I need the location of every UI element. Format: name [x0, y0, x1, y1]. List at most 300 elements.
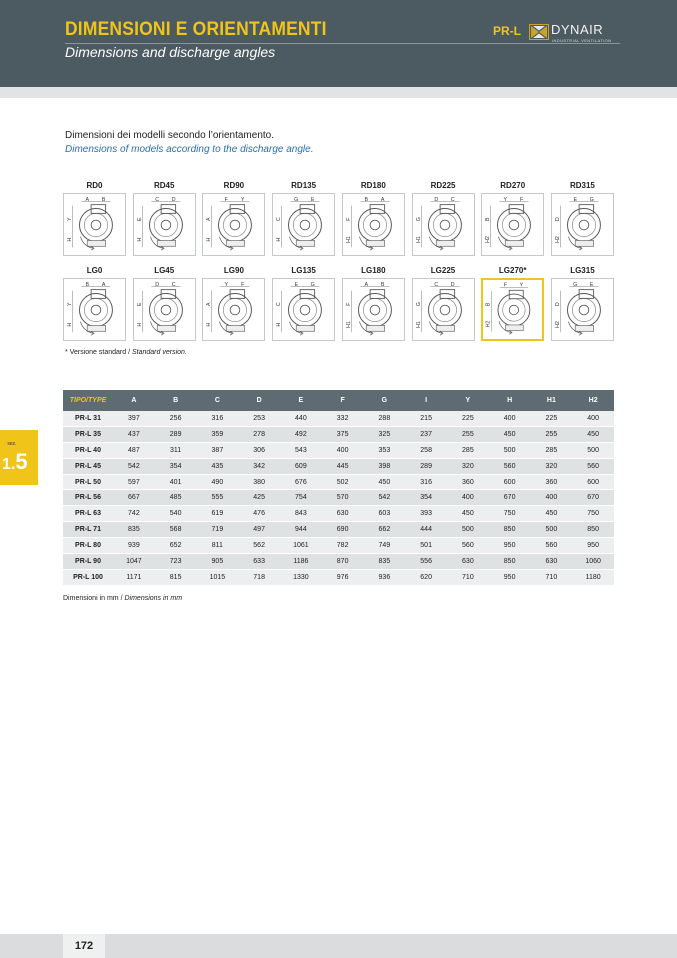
column-header: B	[155, 390, 197, 411]
model-cell: PR-L 56	[63, 490, 113, 506]
table-row	[63, 506, 614, 522]
orientation-diagram	[202, 193, 265, 256]
orientation-cell	[63, 181, 126, 256]
column-header: A	[113, 390, 155, 411]
dimension-cell: 750	[572, 506, 614, 522]
dimension-cell: 316	[405, 474, 447, 490]
orientation-label: LG45	[154, 266, 175, 275]
orientation-cell	[63, 266, 126, 341]
dimension-cell: 1060	[572, 554, 614, 570]
dimension-cell: 285	[531, 442, 573, 458]
orientation-cell	[481, 181, 544, 256]
dimension-letter: A	[206, 217, 213, 221]
column-header: H1	[531, 390, 573, 411]
dimension-cell: 400	[322, 442, 364, 458]
dimension-letter: H	[136, 322, 143, 327]
note-italian: Versione standard	[69, 349, 127, 356]
dimension-cell: 1171	[113, 569, 155, 585]
fan-lg0-icon	[64, 279, 125, 340]
brand-tagline: INDUSTRIAL VENTILATION	[552, 38, 612, 43]
dimension-cell: 710	[531, 569, 573, 585]
dimension-cell: 782	[322, 538, 364, 554]
dimension-cell: 502	[322, 474, 364, 490]
dimension-cell: 258	[405, 442, 447, 458]
dimension-cell: 1330	[280, 569, 322, 585]
dimension-cell: 285	[447, 442, 489, 458]
dimension-cell: 850	[489, 554, 531, 570]
orientation-cell	[412, 181, 475, 256]
orientation-diagram	[272, 193, 335, 256]
dimension-letter: H1	[345, 321, 352, 328]
dimension-cell: 225	[447, 411, 489, 426]
dimension-cell: 450	[364, 474, 406, 490]
orientation-label: RD315	[569, 181, 595, 190]
fan-rd90-icon	[203, 194, 264, 255]
column-header: Y	[447, 390, 489, 411]
dimension-cell: 619	[197, 506, 239, 522]
dimension-cell: 670	[489, 490, 531, 506]
dimension-cell: 289	[405, 458, 447, 474]
dimension-letter: D	[433, 196, 438, 203]
table-row	[63, 411, 614, 426]
fan-lg45-icon	[134, 279, 195, 340]
dimension-cell: 542	[113, 458, 155, 474]
dimension-letter: A	[101, 281, 106, 288]
model-cell: PR-L 100	[63, 569, 113, 585]
dimension-cell: 500	[572, 442, 614, 458]
dimension-cell: 360	[447, 474, 489, 490]
dimension-cell: 278	[238, 426, 280, 442]
dimension-letter: B	[380, 281, 385, 288]
orientation-diagram	[202, 278, 265, 341]
dimension-cell: 560	[531, 538, 573, 554]
fan-lg90-icon	[203, 279, 264, 340]
orientation-cell	[342, 266, 405, 341]
fan-lg180-icon	[343, 279, 404, 340]
dimension-cell: 289	[155, 426, 197, 442]
orientation-label: RD45	[153, 181, 175, 190]
orientation-label: LG90	[223, 266, 244, 275]
dimension-cell: 398	[364, 458, 406, 474]
dimension-letter: H	[275, 237, 282, 242]
dimension-cell: 690	[322, 522, 364, 538]
fan-rd45-icon	[134, 194, 195, 255]
dimension-cell: 1186	[280, 554, 322, 570]
orientation-diagram	[412, 193, 475, 256]
fan-rd135-icon	[273, 194, 334, 255]
dimension-cell: 256	[155, 411, 197, 426]
fan-lg135-icon	[273, 279, 334, 340]
note-english: Standard version.	[131, 349, 187, 356]
dimension-cell: 255	[447, 426, 489, 442]
fan-rd0-icon	[64, 194, 125, 255]
dimension-cell: 540	[155, 506, 197, 522]
orientation-cell	[133, 181, 196, 256]
dimension-cell: 742	[113, 506, 155, 522]
fan-rd180-icon	[343, 194, 404, 255]
fan-lg225-icon	[413, 279, 474, 340]
intro-italian: Dimensioni dei modelli secondo l’orientamento.	[65, 130, 274, 141]
dimension-cell: 225	[531, 411, 573, 426]
dimension-letter: F	[345, 302, 352, 306]
dimension-letter: H1	[415, 236, 422, 243]
dimension-cell: 253	[238, 411, 280, 426]
orientation-label: RD90	[223, 181, 245, 190]
orientation-diagram	[272, 278, 335, 341]
orientation-label: LG315	[570, 266, 595, 275]
orientation-diagram	[63, 278, 126, 341]
table-row	[63, 538, 614, 554]
page-title: DIMENSIONI E ORIENTAMENTI	[65, 19, 327, 40]
units-italian: Dimensioni in mm	[63, 595, 119, 602]
units-note	[63, 595, 182, 602]
model-cell: PR-L 35	[63, 426, 113, 442]
model-cell: PR-L 40	[63, 442, 113, 458]
model-cell: PR-L 80	[63, 538, 113, 554]
dimension-cell: 749	[364, 538, 406, 554]
dimension-cell: 1015	[197, 569, 239, 585]
table-row	[63, 522, 614, 538]
dimension-cell: 255	[531, 426, 573, 442]
dimension-letter: D	[450, 281, 455, 288]
page-number-box	[63, 934, 105, 958]
dimension-cell: 325	[364, 426, 406, 442]
orientation-diagram	[63, 193, 126, 256]
dimension-letter: Y	[503, 196, 508, 203]
dimension-letter: D	[155, 281, 159, 288]
dimension-letter: G	[310, 281, 315, 288]
dimension-cell: 435	[197, 458, 239, 474]
dimension-letter: G	[415, 302, 422, 307]
dynair-logo-icon	[529, 24, 549, 40]
dimension-letter: C	[450, 196, 455, 203]
units-english: Dimensions in mm	[124, 595, 183, 602]
dimension-letter: B	[101, 196, 106, 203]
orientation-cell	[202, 181, 265, 256]
dimension-cell: 835	[364, 554, 406, 570]
dimension-cell: 306	[238, 442, 280, 458]
dimension-cell: 609	[280, 458, 322, 474]
dimension-letter: Y	[241, 196, 245, 203]
dimension-cell: 375	[322, 426, 364, 442]
model-cell: PR-L 45	[63, 458, 113, 474]
section-major: 1	[2, 456, 11, 473]
brand-name: DYNAIR	[551, 22, 604, 37]
dimension-cell: 501	[405, 538, 447, 554]
dimension-letter: H2	[484, 236, 491, 243]
dimension-letter: A	[364, 281, 368, 288]
dimension-letter: E	[311, 196, 315, 203]
orientation-cell	[133, 266, 196, 341]
dimension-cell: 400	[489, 411, 531, 426]
dimension-letter: D	[554, 217, 561, 222]
dimension-letter: F	[345, 217, 352, 221]
section-minor: 5	[15, 449, 28, 474]
dimension-cell: 380	[238, 474, 280, 490]
orientation-cell	[202, 266, 265, 341]
dimension-cell: 835	[113, 522, 155, 538]
orientation-label: RD225	[430, 181, 456, 190]
dimension-cell: 950	[489, 569, 531, 585]
dimension-cell: 311	[155, 442, 197, 458]
column-header: D	[238, 390, 280, 411]
dimension-cell: 353	[364, 442, 406, 458]
dimension-letter: B	[85, 281, 90, 288]
column-header: F	[322, 390, 364, 411]
model-cell: PR-L 63	[63, 506, 113, 522]
dimension-letter: E	[573, 196, 577, 203]
dimension-cell: 288	[364, 411, 406, 426]
dimension-letter: G	[294, 196, 299, 203]
orientation-diagram	[412, 278, 475, 341]
orientation-row-rd	[63, 181, 614, 256]
dimension-letter: F	[225, 196, 229, 203]
dimension-letter: Y	[66, 302, 73, 306]
dimension-letter: G	[573, 281, 578, 288]
orientation-cell	[342, 181, 405, 256]
orientation-label: LG180	[361, 266, 386, 275]
orientation-label: LG135	[291, 266, 316, 275]
dimension-cell: 754	[280, 490, 322, 506]
dimension-cell: 811	[197, 538, 239, 554]
dimension-letter: H	[66, 322, 73, 327]
dimension-cell: 316	[197, 411, 239, 426]
fan-lg315-icon	[552, 279, 613, 340]
dimension-letter: G	[589, 196, 594, 203]
dimension-cell: 237	[405, 426, 447, 442]
dimension-cell: 870	[322, 554, 364, 570]
orientation-label: RD0	[86, 181, 103, 190]
page-number: 172	[74, 940, 94, 952]
orientation-row-lg	[63, 266, 614, 341]
dimension-letter: H1	[415, 321, 422, 328]
dimension-cell: 676	[280, 474, 322, 490]
dimension-cell: 620	[405, 569, 447, 585]
standard-version-note	[65, 349, 187, 356]
orientation-cell	[551, 181, 614, 256]
dimension-letter: B	[485, 302, 492, 307]
dimension-cell: 560	[489, 458, 531, 474]
model-cell: PR-L 90	[63, 554, 113, 570]
dimension-cell: 500	[531, 522, 573, 538]
dimension-letter: F	[241, 281, 245, 288]
dimension-letter: E	[294, 281, 299, 288]
model-cell: PR-L 31	[63, 411, 113, 426]
dimension-cell: 450	[489, 426, 531, 442]
table-row	[63, 569, 614, 585]
orientation-label: LG270*	[498, 266, 527, 275]
orientation-diagram	[551, 278, 614, 341]
dimension-cell: 905	[197, 554, 239, 570]
dimension-cell: 332	[322, 411, 364, 426]
section-dot: .	[10, 456, 16, 473]
dimension-cell: 719	[197, 522, 239, 538]
note-separator: /	[128, 349, 131, 356]
dimension-letter: A	[206, 302, 213, 306]
dimension-cell: 850	[572, 522, 614, 538]
dimension-cell: 500	[447, 522, 489, 538]
orientation-label: RD180	[360, 181, 386, 190]
table-row	[63, 426, 614, 442]
dimension-letter: H	[206, 237, 213, 242]
dimension-letter: H2	[554, 236, 561, 243]
dimension-letter: Y	[66, 217, 73, 221]
dimension-letter: H1	[345, 236, 352, 243]
dimension-cell: 1061	[280, 538, 322, 554]
dimension-cell: 723	[155, 554, 197, 570]
dimension-letter: F	[504, 282, 508, 289]
orientation-label: RD135	[291, 181, 317, 190]
dimensions-table	[63, 390, 614, 586]
dimension-cell: 560	[447, 538, 489, 554]
dimension-cell: 215	[405, 411, 447, 426]
dimension-cell: 600	[489, 474, 531, 490]
column-header: H	[489, 390, 531, 411]
dimension-letter: F	[520, 196, 524, 203]
dimension-cell: 487	[113, 442, 155, 458]
dimension-cell: 600	[572, 474, 614, 490]
dimension-letter: H	[206, 322, 213, 327]
intro-english: Dimensions of models according to the discharge angle.	[65, 144, 314, 155]
dimension-letter: E	[589, 281, 594, 288]
orientation-diagram	[551, 193, 614, 256]
dimension-cell: 710	[447, 569, 489, 585]
dimension-letter: A	[85, 196, 90, 203]
orientation-cell	[551, 266, 614, 341]
dimension-cell: 476	[238, 506, 280, 522]
column-header: I	[405, 390, 447, 411]
dimension-cell: 497	[238, 522, 280, 538]
dimension-cell: 652	[155, 538, 197, 554]
table-row	[63, 554, 614, 570]
dimension-letter: A	[380, 196, 385, 203]
dimension-letter: C	[171, 281, 176, 288]
dimension-cell: 560	[572, 458, 614, 474]
fan-rd225-icon	[413, 194, 474, 255]
orientation-diagram	[481, 193, 544, 256]
dimension-letter: C	[433, 281, 438, 288]
orientation-diagram	[481, 278, 544, 341]
orientation-diagram	[342, 278, 405, 341]
dimension-cell: 400	[531, 490, 573, 506]
dimension-cell: 359	[197, 426, 239, 442]
dimension-cell: 485	[155, 490, 197, 506]
dimension-cell: 450	[447, 506, 489, 522]
dimension-cell: 597	[113, 474, 155, 490]
column-header: G	[364, 390, 406, 411]
dimension-cell: 445	[322, 458, 364, 474]
orientation-cell	[481, 266, 544, 341]
dimension-letter: C	[155, 196, 159, 203]
dimension-cell: 342	[238, 458, 280, 474]
dimension-cell: 354	[405, 490, 447, 506]
dimension-letter: B	[364, 196, 368, 203]
dimension-cell: 750	[489, 506, 531, 522]
dimension-cell: 393	[405, 506, 447, 522]
dimension-letter: G	[415, 217, 422, 222]
dimension-cell: 354	[155, 458, 197, 474]
table-row	[63, 458, 614, 474]
fan-lg270-icon	[483, 280, 542, 339]
dimension-cell: 500	[489, 442, 531, 458]
table-row	[63, 474, 614, 490]
dimension-cell: 450	[572, 426, 614, 442]
orientation-cell	[272, 266, 335, 341]
dimension-cell: 944	[280, 522, 322, 538]
dimension-cell: 400	[572, 411, 614, 426]
dimension-cell: 440	[280, 411, 322, 426]
dimension-cell: 320	[447, 458, 489, 474]
dimension-cell: 437	[113, 426, 155, 442]
dimension-cell: 562	[238, 538, 280, 554]
dimension-cell: 490	[197, 474, 239, 490]
model-cell: PR-L 71	[63, 522, 113, 538]
orientation-label: LG225	[430, 266, 456, 275]
dimension-cell: 492	[280, 426, 322, 442]
column-header: C	[197, 390, 239, 411]
dimension-letter: D	[554, 302, 561, 307]
page-subtitle: Dimensions and discharge angles	[65, 44, 276, 60]
dimension-cell: 630	[531, 554, 573, 570]
dimension-cell: 1180	[572, 569, 614, 585]
note-asterisk: *	[65, 349, 68, 356]
dimension-letter: H2	[485, 320, 492, 328]
dimension-letter: Y	[519, 282, 524, 289]
dimension-cell: 320	[531, 458, 573, 474]
dimension-cell: 450	[531, 506, 573, 522]
orientation-diagram	[133, 278, 196, 341]
dimension-letter: C	[275, 217, 282, 222]
column-header: H2	[572, 390, 614, 411]
section-number	[2, 449, 28, 475]
dimension-cell: 850	[489, 522, 531, 538]
orientation-diagram	[133, 193, 196, 256]
dimension-cell: 543	[280, 442, 322, 458]
dimension-letter: H2	[554, 321, 561, 328]
dimension-cell: 843	[280, 506, 322, 522]
dimension-cell: 718	[238, 569, 280, 585]
product-code: PR-L	[493, 24, 521, 38]
dimension-letter: E	[136, 302, 143, 306]
dimension-cell: 556	[405, 554, 447, 570]
dimension-cell: 667	[113, 490, 155, 506]
orientation-cell	[412, 266, 475, 341]
dimension-letter: H	[275, 322, 282, 327]
dimension-cell: 400	[447, 490, 489, 506]
orientation-label: RD270	[500, 181, 526, 190]
fan-rd270-icon	[482, 194, 543, 255]
dimension-cell: 976	[322, 569, 364, 585]
dimension-cell: 570	[322, 490, 364, 506]
orientation-label: LG0	[86, 266, 103, 275]
fan-rd315-icon	[552, 194, 613, 255]
dimension-cell: 936	[364, 569, 406, 585]
dimension-cell: 939	[113, 538, 155, 554]
dimension-letter: D	[171, 196, 176, 203]
orientation-diagram	[342, 193, 405, 256]
dimension-cell: 444	[405, 522, 447, 538]
dimension-cell: 401	[155, 474, 197, 490]
dimension-letter: Y	[224, 281, 229, 288]
dimension-cell: 387	[197, 442, 239, 458]
dimension-cell: 568	[155, 522, 197, 538]
dimension-cell: 670	[572, 490, 614, 506]
table-row	[63, 442, 614, 458]
orientation-cell	[272, 181, 335, 256]
dimension-cell: 542	[364, 490, 406, 506]
dimension-cell: 633	[238, 554, 280, 570]
dimension-cell: 603	[364, 506, 406, 522]
